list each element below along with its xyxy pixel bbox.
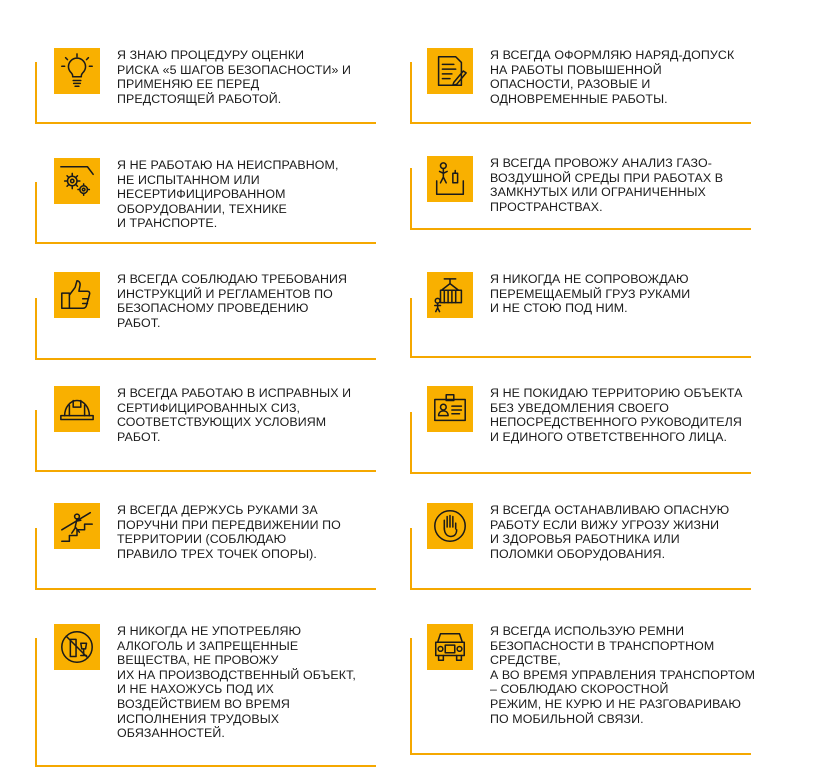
rule-text: Я ВСЕГДА ОФОРМЛЯЮ НАРЯД-ДОПУСК НА РАБОТЫ ПОВЫШЕННОЙ ОПАСНОСТИ, РАЗОВЫЕ И ОДНОВРЕМЕННЫЕ РАБОТЫ. xyxy=(490,48,735,106)
car-seatbelt-icon xyxy=(427,624,473,670)
rule-text: Я ВСЕГДА ИСПОЛЬЗУЮ РЕМНИ БЕЗОПАСНОСТИ В ТРАНСПОРТНОМ СРЕДСТВЕ, А ВО ВРЕМЯ УПРАВЛЕНИЯ ТРАНСПОРТОМ – СОБЛЮДАЮ СКОРОСТНОЙ РЕЖИМ, НЕ КУРЮ И НЕ РАЗГОВАРИВАЮ ПО МОБИЛЬНОЙ СВЯЗИ. xyxy=(490,624,756,726)
rule-text: Я ВСЕГДА ПРОВОЖУ АНАЛИЗ ГАЗО- ВОЗДУШНОЙ СРЕДЫ ПРИ РАБОТАХ В ЗАМКНУТЫХ ИЛИ ОГРАНИЧЕННЫХ ПРОСТРАНСТВАХ. xyxy=(490,156,724,214)
card-border-left xyxy=(410,298,412,358)
card-border-left xyxy=(35,638,37,767)
card-border-left xyxy=(410,168,412,230)
rule-text: Я ВСЕГДА РАБОТАЮ В ИСПРАВНЫХ И СЕРТИФИЦИРОВАННЫХ СИЗ, СООТВЕТСТВУЮЩИХ УСЛОВИЯМ РАБОТ. xyxy=(117,386,352,444)
card-border-bottom xyxy=(410,472,751,474)
rule-text: Я НИКОГДА НЕ УПОТРЕБЛЯЮ АЛКОГОЛЬ И ЗАПРЕЩЕННЫЕ ВЕЩЕСТВА, НЕ ПРОВОЖУ ИХ НА ПРОИЗВОДСТВЕННЫЙ ОБЪЕКТ, И НЕ НАХОЖУСЬ ПОД ИХ ВОЗДЕЙСТВИЕМ ВО ВРЕМЯ ИСПОЛНЕНИЯ ТРУДОВЫХ ОБЯЗАННОСТЕЙ. xyxy=(117,624,356,741)
card-border-bottom xyxy=(410,588,751,590)
card-border-bottom xyxy=(35,470,376,472)
rule-text: Я ВСЕГДА ОСТАНАВЛИВАЮ ОПАСНУЮ РАБОТУ ЕСЛИ ВИЖУ УГРОЗУ ЖИЗНИ И ЗДОРОВЬЯ РАБОТНИКА ИЛИ ПОЛОМКИ ОБОРУДОВАНИЯ. xyxy=(490,503,730,561)
card-border-bottom xyxy=(35,242,376,244)
card-border-bottom xyxy=(410,228,751,230)
rule-text: Я ЗНАЮ ПРОЦЕДУРУ ОЦЕНКИ РИСКА «5 ШАГОВ БЕЗОПАСНОСТИ» И ПРИМЕНЯЮ ЕЕ ПЕРЕД ПРЕДСТОЯЩЕЙ РАБОТОЙ. xyxy=(117,48,352,106)
card-border-bottom xyxy=(35,122,376,124)
card-border-left xyxy=(35,182,37,244)
no-alcohol-icon xyxy=(54,624,100,670)
card-border-bottom xyxy=(35,358,376,360)
id-badge-icon xyxy=(427,386,473,432)
rule-text: Я НИКОГДА НЕ СОПРОВОЖДАЮ ПЕРЕМЕЩАЕМЫЙ ГРУЗ РУКАМИ И НЕ СТОЮ ПОД НИМ. xyxy=(490,272,691,316)
rule-text: Я НЕ РАБОТАЮ НА НЕИСПРАВНОМ, НЕ ИСПЫТАННОМ ИЛИ НЕСЕРТИФИЦИРОВАННОМ ОБОРУДОВАНИИ, ТЕХНИКЕ И ТРАНСПОРТЕ. xyxy=(117,158,339,231)
thumbs-up-icon xyxy=(54,272,100,318)
rule-text: Я ВСЕГДА ДЕРЖУСЬ РУКАМИ ЗА ПОРУЧНИ ПРИ ПЕРЕДВИЖЕНИИ ПО ТЕРРИТОРИИ (СОБЛЮДАЮ ПРАВИЛО ТРЕХ ТОЧЕК ОПОРЫ). xyxy=(117,503,341,561)
card-border-bottom xyxy=(35,765,376,767)
card-border-left xyxy=(35,528,37,590)
stairs-handrail-icon xyxy=(54,503,100,549)
card-border-left xyxy=(410,528,412,590)
card-border-bottom xyxy=(410,753,751,755)
card-border-bottom xyxy=(410,122,751,124)
card-border-left xyxy=(35,410,37,472)
card-border-left xyxy=(410,412,412,474)
work-permit-document-icon xyxy=(427,48,473,94)
card-border-left xyxy=(410,62,412,124)
hard-hat-icon xyxy=(54,386,100,432)
lightbulb-icon xyxy=(54,48,100,94)
card-border-bottom xyxy=(35,588,376,590)
rule-text: Я ВСЕГДА СОБЛЮДАЮ ТРЕБОВАНИЯ ИНСТРУКЦИЙ И РЕГЛАМЕНТОВ ПО БЕЗОПАСНОМУ ПРОВЕДЕНИЮ РАБОТ. xyxy=(117,272,348,330)
card-border-left xyxy=(35,62,37,124)
card-border-left xyxy=(35,298,37,360)
stop-hand-icon xyxy=(427,503,473,549)
gas-analysis-worker-icon xyxy=(427,156,473,202)
card-border-left xyxy=(410,638,412,755)
gears-equipment-icon xyxy=(54,158,100,204)
rule-text: Я НЕ ПОКИДАЮ ТЕРРИТОРИЮ ОБЪЕКТА БЕЗ УВЕДОМЛЕНИЯ СВОЕГО НЕПОСРЕДСТВЕННОГО РУКОВОДИТЕЛЯ И ЕДИНОГО ОТВЕТСТВЕННОГО ЛИЦА. xyxy=(490,386,743,444)
card-border-bottom xyxy=(410,356,751,358)
suspended-load-icon xyxy=(427,272,473,318)
